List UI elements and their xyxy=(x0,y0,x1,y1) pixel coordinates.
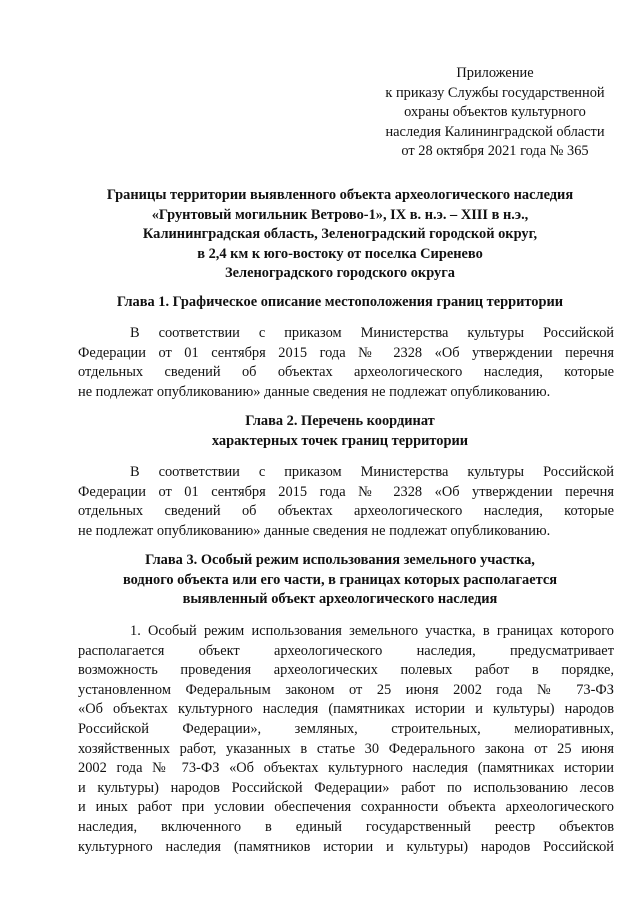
paragraph-line: наследия, включенного в единый государственный реестр объектов xyxy=(78,818,614,835)
chapter3-heading xyxy=(60,551,620,610)
appendix-line: к приказу Службы государственной xyxy=(385,84,605,101)
paragraph-line: хозяйственных работ, указанных в статье 30 Федерального закона от 25 июня xyxy=(78,740,614,757)
chapter3-paragraph xyxy=(78,622,614,857)
title-line: «Грунтовый могильник Ветрово-1», IX в. н.э. – XIII в н.э., xyxy=(151,206,529,223)
paragraph-line: Российской Федерации», земляных, строительных, мелиоративных, xyxy=(78,720,614,737)
paragraph-line: «Об объектах культурного наследия (памятниках истории и культуры) народов xyxy=(78,701,614,718)
paragraph-line: отдельных сведений об объектах археологического наследия, которые xyxy=(78,503,614,520)
paragraph-line: и иных работ при условии обеспечения сохранности объекта археологического xyxy=(78,799,614,816)
title-line: в 2,4 км к юго-востоку от поселка Сиренево xyxy=(197,245,483,262)
paragraph-line: Федерации от 01 сентября 2015 года № 2328 «Об утверждении перечня xyxy=(78,344,614,361)
appendix-line: наследия Калининградской области xyxy=(385,123,605,140)
chapter1-heading xyxy=(60,293,620,313)
paragraph-line: и культуры) народов Российской Федерации» работ по использованию лесов xyxy=(78,779,614,796)
appendix-header xyxy=(370,64,620,162)
heading-line: Глава 1. Графическое описание местоположения границ территории xyxy=(116,294,564,310)
heading-line: Глава 3. Особый режим использования земельного участка, xyxy=(145,552,535,568)
title-line: Границы территории выявленного объекта археологического наследия xyxy=(106,187,574,203)
paragraph-line: отдельных сведений об объектах археологического наследия, которые xyxy=(78,364,614,381)
paragraph-line: не подлежат опубликованию» данные сведения не подлежат опубликованию. xyxy=(78,383,551,400)
paragraph-line: 2002 года № 73-ФЗ «Об объектах культурного наследия (памятниках истории xyxy=(78,760,614,777)
appendix-line: охраны объектов культурного xyxy=(404,104,586,121)
title-line: Калининградская область, Зеленоградский городской округ, xyxy=(142,226,538,243)
heading-line: Глава 2. Перечень координат xyxy=(245,413,435,429)
paragraph-line: В соответствии с приказом Министерства культуры Российской xyxy=(130,325,614,341)
paragraph-line: установленном Федеральным законом от 25 июня 2002 года № 73-ФЗ xyxy=(78,681,614,698)
chapter2-heading xyxy=(60,412,620,451)
chapter1-paragraph xyxy=(78,324,614,402)
paragraph-line: Федерации от 01 сентября 2015 года № 2328 «Об утверждении перечня xyxy=(78,483,614,500)
document-title xyxy=(60,186,620,284)
title-line: Зеленоградского городского округа xyxy=(225,265,455,282)
paragraph-line: возможность проведения археологических полевых работ в порядке, xyxy=(78,662,614,679)
heading-line: водного объекта или его части, в границах которых располагается xyxy=(122,571,558,588)
paragraph-line: 1. Особый режим использования земельного участка, в границах которого xyxy=(130,623,614,639)
appendix-line: Приложение xyxy=(456,65,534,81)
paragraph-line: располагается объект археологического наследия, предусматривает xyxy=(78,642,614,659)
chapter2-paragraph xyxy=(78,463,614,541)
paragraph-line: культурного наследия (памятников истории и культуры) народов Российской xyxy=(78,838,614,855)
heading-line: характерных точек границ территории xyxy=(211,432,469,449)
heading-line: выявленный объект археологического наследия xyxy=(182,591,498,608)
paragraph-line: В соответствии с приказом Министерства культуры Российской xyxy=(130,464,614,480)
appendix-line: от 28 октября 2021 года № 365 xyxy=(401,143,589,160)
paragraph-line: не подлежат опубликованию» данные сведения не подлежат опубликованию. xyxy=(78,522,551,539)
